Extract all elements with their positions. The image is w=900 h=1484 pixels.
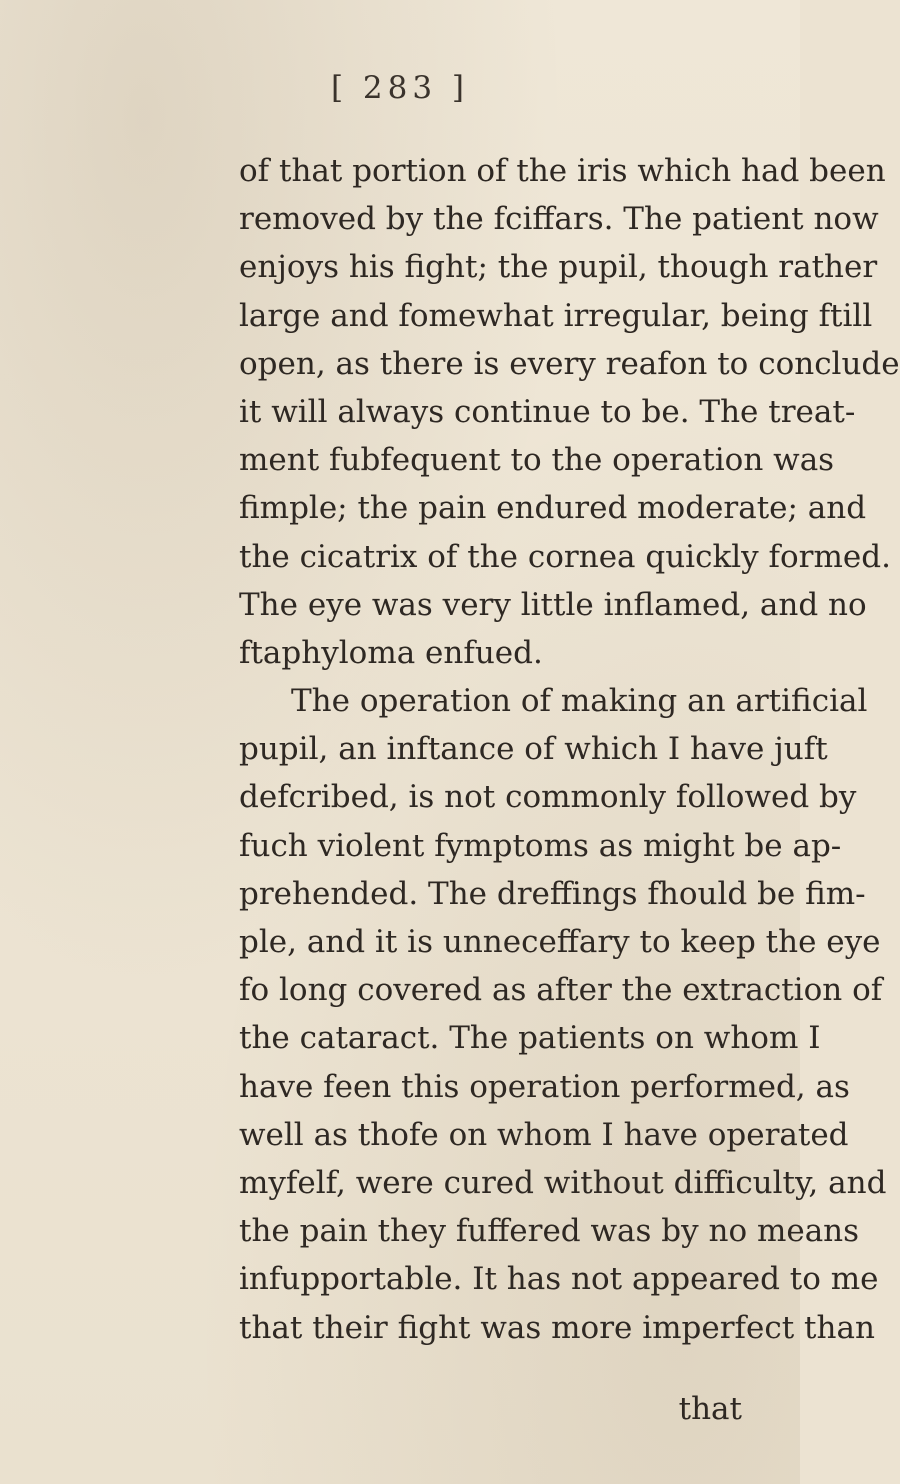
text-line: myfelf, were cured without difficulty, and xyxy=(239,1164,887,1201)
text-line: open, as there is every reafon to conclude xyxy=(239,345,900,382)
body-text xyxy=(239,147,900,1352)
text-line: infupportable. It has not appeared to me xyxy=(239,1261,879,1298)
text-line: pupil, an inftance of which I have juft xyxy=(239,731,828,768)
text-line: fimple; the pain endured moderate; and xyxy=(239,490,867,527)
text-line: have feen this operation performed, as xyxy=(239,1068,850,1105)
text-line: well as thofe on whom I have operated xyxy=(239,1116,849,1153)
text-line: ftaphyloma enfued. xyxy=(239,634,543,671)
text-line: defcribed, is not commonly followed by xyxy=(239,779,857,816)
text-line: ment fubfequent to the operation was xyxy=(239,442,835,479)
text-line: enjoys his fight; the pupil, though rather xyxy=(239,249,878,286)
text-line: the pain they fuffered was by no means xyxy=(239,1213,860,1250)
text-line: that their fight was more imperfect than xyxy=(239,1309,875,1346)
text-line: fo long covered as after the extraction of xyxy=(239,972,883,1009)
text-line: prehended. The dreffings fhould be fim- xyxy=(239,875,866,912)
text-line: removed by the fciffars. The patient now xyxy=(239,201,879,238)
text-line: ple, and it is unneceffary to keep the eye xyxy=(239,924,881,960)
catchword: that xyxy=(678,1391,742,1427)
text-line: it will always continue to be. The treat- xyxy=(239,393,856,430)
text-line: of that portion of the iris which had been xyxy=(239,153,886,189)
text-line: large and fomewhat irregular, being ftill xyxy=(239,297,873,334)
page-number: [ 283 ] xyxy=(330,70,470,106)
text-line: the cataract. The patients on whom I xyxy=(239,1020,821,1057)
text-line: the cicatrix of the cornea quickly formed. xyxy=(239,538,891,575)
text-line: The operation of making an artificial xyxy=(291,683,868,720)
text-line: The eye was very little inflamed, and no xyxy=(239,586,867,623)
text-line: fuch violent fymptoms as might be ap- xyxy=(239,827,842,864)
